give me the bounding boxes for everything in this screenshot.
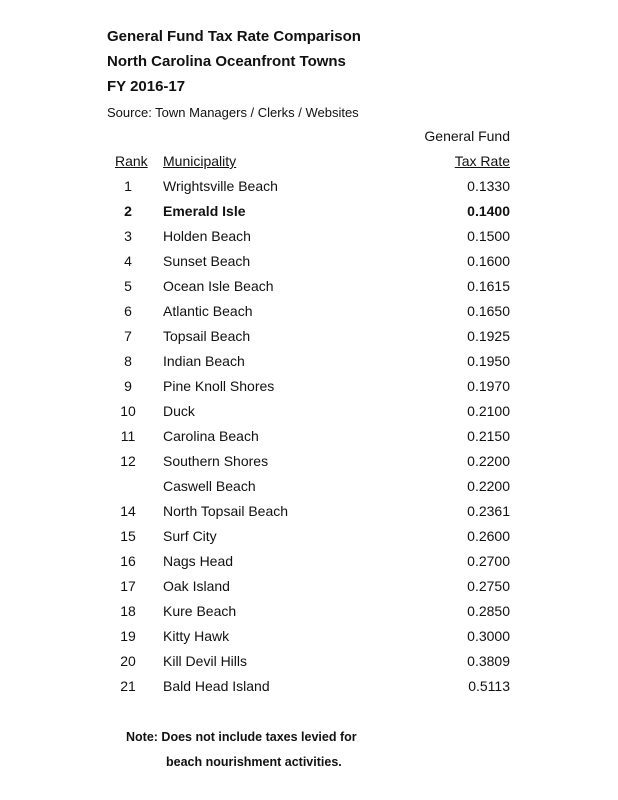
table-row [0,328,618,353]
table-row [0,478,618,503]
tax-rate-cell: 0.2361 [467,503,510,519]
municipality-cell: Carolina Beach [163,428,259,444]
note-line-1: Note: Does not include taxes levied for [126,730,357,744]
table-row [0,378,618,403]
rank-cell: 16 [120,553,136,569]
table-row [0,528,618,553]
tax-rate-cell: 0.5113 [468,678,510,694]
rank-cell: 4 [124,253,132,269]
table-row [0,228,618,253]
rank-column-header: Rank [115,153,148,169]
table-row [0,203,618,228]
table-row [0,353,618,378]
tax-rate-cell: 0.1330 [467,178,510,194]
page-title: General Fund Tax Rate Comparison [107,28,361,45]
rank-cell: 14 [120,503,136,519]
tax-rate-cell: 0.1950 [467,353,510,369]
tax-rate-cell: 0.1970 [467,378,510,394]
municipality-cell: Kure Beach [163,603,237,619]
note-line-2: beach nourishment activities. [166,755,342,769]
tax-rate-cell: 0.2100 [467,403,510,419]
rank-cell: 5 [124,278,132,294]
rank-cell: 7 [124,328,132,344]
municipality-cell: Ocean Isle Beach [163,278,274,294]
tax-rate-cell: 0.1600 [467,253,510,269]
municipality-cell: Atlantic Beach [163,303,253,319]
table-row [0,428,618,453]
tax-rate-cell: 0.3809 [467,653,510,669]
rate-table [0,178,618,703]
municipality-cell: Kitty Hawk [163,628,230,644]
tax-rate-cell: 0.2200 [467,478,510,494]
rate-column-header: Tax Rate [454,153,510,169]
rate-column-header-top: General Fund [424,128,510,144]
table-row [0,628,618,653]
rank-cell: 15 [120,528,136,544]
municipality-cell: Southern Shores [163,453,269,469]
page-subtitle: North Carolina Oceanfront Towns [107,53,346,70]
fiscal-year: FY 2016-17 [107,78,186,95]
tax-rate-cell: 0.2200 [467,453,510,469]
rank-cell: 2 [124,203,132,219]
municipality-cell: Topsail Beach [163,328,251,344]
table-row [0,653,618,678]
rank-cell: 10 [120,403,136,419]
rank-cell: 20 [120,653,136,669]
table-row [0,178,618,203]
municipality-cell: Sunset Beach [163,253,251,269]
table-row [0,503,618,528]
table-row [0,278,618,303]
rank-cell: 18 [120,603,136,619]
table-row [0,553,618,578]
rank-cell: 6 [124,303,132,319]
rank-cell: 8 [124,353,132,369]
rank-cell: 17 [120,578,136,594]
table-row [0,253,618,278]
table-row [0,403,618,428]
table-row [0,453,618,478]
municipality-cell: Kill Devil Hills [163,653,248,669]
rank-cell: 9 [124,378,132,394]
municipality-cell: Nags Head [163,553,234,569]
municipality-cell: Emerald Isle [163,203,246,219]
tax-rate-cell: 0.2600 [467,528,510,544]
municipality-cell: Caswell Beach [163,478,256,494]
rank-cell: 3 [124,228,132,244]
rank-cell: 12 [120,453,136,469]
municipality-cell: Duck [163,403,195,419]
tax-rate-cell: 0.1925 [467,328,510,344]
tax-rate-cell: 0.2850 [467,603,510,619]
tax-rate-cell: 0.3000 [467,628,510,644]
tax-rate-cell: 0.1500 [467,228,510,244]
table-row [0,578,618,603]
municipality-column-header: Municipality [163,153,237,169]
tax-rate-cell: 0.2700 [467,553,510,569]
municipality-cell: Surf City [163,528,217,544]
municipality-cell: Pine Knoll Shores [163,378,275,394]
table-row [0,603,618,628]
municipality-cell: Holden Beach [163,228,251,244]
municipality-cell: North Topsail Beach [163,503,289,519]
rank-cell: 21 [120,678,136,694]
municipality-cell: Bald Head Island [163,678,270,694]
rank-cell: 11 [120,428,136,444]
rank-cell: 19 [120,628,136,644]
tax-rate-cell: 0.2150 [467,428,510,444]
table-row [0,303,618,328]
municipality-cell: Oak Island [163,578,230,594]
table-row [0,678,618,703]
municipality-cell: Wrightsville Beach [163,178,278,194]
tax-rate-cell: 0.1400 [467,203,510,219]
rank-cell: 1 [124,178,132,194]
tax-rate-cell: 0.1650 [467,303,510,319]
source-line: Source: Town Managers / Clerks / Websites [107,105,359,120]
tax-rate-cell: 0.2750 [467,578,510,594]
municipality-cell: Indian Beach [163,353,245,369]
tax-rate-cell: 0.1615 [467,278,510,294]
